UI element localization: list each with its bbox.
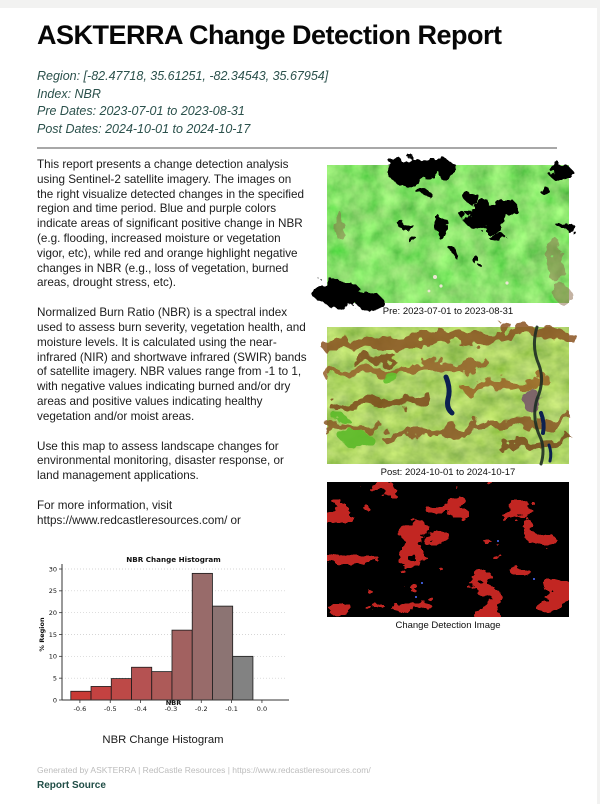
paragraph-more-info: For more information, visit https://www.redcastleresources.com/ or [37, 498, 241, 527]
meta-post-dates: Post Dates: 2024-10-01 to 2024-10-17 [37, 121, 251, 136]
figure-pre [327, 165, 569, 317]
nbr-histogram [36, 554, 290, 713]
svg-text:NBR: NBR [165, 699, 182, 707]
page-title: ASKTERRA Change Detection Report [37, 20, 502, 50]
svg-text:-0.5: -0.5 [103, 705, 117, 713]
meta-index: Index: NBR [37, 86, 101, 101]
svg-text:NBR Change Histogram: NBR Change Histogram [126, 555, 221, 564]
svg-text:20: 20 [48, 608, 57, 617]
pre-satellite-image [327, 165, 569, 303]
meta-pre-dates: Pre Dates: 2023-07-01 to 2023-08-31 [37, 104, 245, 118]
nbr-histogram-chart [36, 554, 290, 713]
svg-text:30: 30 [48, 565, 57, 574]
post-image-caption: Post: 2024-10-01 to 2024-10-17 [380, 467, 516, 478]
svg-text:-0.6: -0.6 [73, 705, 87, 713]
svg-text:-0.2: -0.2 [194, 705, 208, 713]
pre-image-caption: Pre: 2023-07-01 to 2023-08-31 [382, 306, 514, 317]
meta-region: Region: [-82.47718, 35.61251, -82.34543, 35.67954] [37, 69, 329, 83]
report-meta [37, 68, 328, 138]
report-page [0, 8, 597, 804]
report-source-link[interactable]: Report Source [37, 780, 106, 791]
post-satellite-image [327, 327, 569, 464]
paragraph-usage: Use this map to assess landscape changes for environmental monitoring, disaster response, or land management applications. [37, 439, 284, 483]
report-body-text [37, 158, 309, 544]
svg-text:5: 5 [52, 674, 57, 683]
footer-generated-text: Generated by ASKTERRA | RedCastle Resources | https://www.redcastleresources.com/ [37, 765, 371, 775]
svg-text:10: 10 [48, 652, 57, 661]
paragraph-nbr-definition: Normalized Burn Ratio (NBR) is a spectral index used to assess burn severity, vegetation health, and moisture levels. It is calculated using the near-infrared (NIR) and shortwave infrared (SWIR) bands of satellite imagery. NBR values range from -1 to 1, with negative values indicating burned and/or dry areas and positive values indicating healthy vegetation and/or moist areas. [37, 306, 307, 423]
svg-text:25: 25 [48, 587, 57, 596]
change-image-caption: Change Detection Image [395, 620, 501, 631]
svg-text:0.0: 0.0 [256, 705, 268, 713]
header-divider [37, 147, 557, 149]
svg-text:15: 15 [48, 630, 57, 639]
figure-change-detection [327, 482, 569, 631]
svg-text:% Region: % Region [38, 617, 46, 652]
paragraph-overview: This report presents a change detection analysis using Sentinel-2 satellite imagery. The images on the right visualize detected changes in the specified region and time period. Blue and purple colors indicate areas of significant positive change in NBR (e.g. flooding, increased moisture or vegetation vigor, etc), while red and orange highlight negative changes in NBR (e.g., loss of vegetation, burned areas, drought stress, etc). [37, 158, 305, 290]
svg-text:0: 0 [52, 696, 57, 705]
histogram-caption: NBR Change Histogram [102, 734, 224, 746]
change-detection-image [327, 482, 569, 617]
svg-text:-0.1: -0.1 [225, 705, 238, 713]
svg-text:-0.4: -0.4 [134, 705, 147, 713]
svg-text:-0.3: -0.3 [164, 705, 178, 713]
figure-post [327, 327, 569, 478]
